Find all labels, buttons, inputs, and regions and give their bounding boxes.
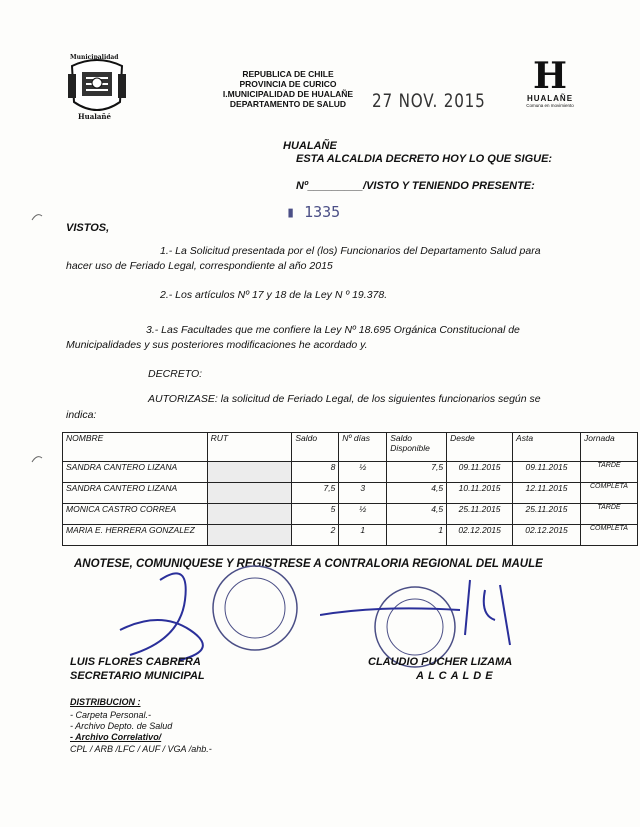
col-header-asta: Asta <box>513 433 581 462</box>
decreto-heading: DECRETO: <box>148 368 203 380</box>
cell-desde: 25.11.2015 <box>447 504 513 525</box>
col-header-dias: Nº días <box>339 433 387 462</box>
col-header-jornada: Jornada <box>580 433 637 462</box>
header-line: DEPARTAMENTO DE SALUD <box>229 99 347 109</box>
place-name: HUALAÑE <box>283 140 337 152</box>
cell-saldo: 7,5 <box>292 483 339 504</box>
distribucion-item: - Carpeta Personal.- <box>70 710 152 720</box>
cell-disponible: 4,5 <box>387 504 447 525</box>
vistos-heading: VISTOS, <box>66 222 110 234</box>
cell-disponible: 4,5 <box>387 483 447 504</box>
cell-nombre: MARIA E. HERRERA GONZALEZ <box>63 525 208 546</box>
secretary-signature-and-seal <box>100 560 300 670</box>
cell-dias: ½ <box>339 504 387 525</box>
cell-saldo: 5 <box>292 504 339 525</box>
cell-dias: 3 <box>339 483 387 504</box>
decree-heading: ESTA ALCALDIA DECRETO HOY LO QUE SIGUE: <box>296 153 553 165</box>
distribucion-item: - Archivo Depto. de Salud <box>70 721 173 731</box>
cell-nombre: SANDRA CANTERO LIZANA <box>63 483 208 504</box>
cell-desde: 10.11.2015 <box>447 483 513 504</box>
cell-disponible: 7,5 <box>387 462 447 483</box>
vistos-item-3-line-2: Municipalidades y sus posteriores modificaciones he acordado y. <box>66 339 368 351</box>
anotese-line: ANOTESE, COMUNIQUESE Y REGISTRESE A CONTRALORIA REGIONAL DEL MAULE <box>74 558 543 570</box>
feriado-table <box>62 432 638 546</box>
vistos-item-1-line-2: hacer uso de Feriado Legal, correspondiente al año 2015 <box>66 260 333 272</box>
cell-asta: 25.11.2015 <box>513 504 581 525</box>
cell-nombre: SANDRA CANTERO LIZANA <box>63 462 208 483</box>
vistos-item-3-line-1: 3.- Las Facultades que me confiere la Ley Nº 18.695 Orgánica Constitucional de <box>146 324 520 336</box>
col-header-nombre: NOMBRE <box>63 433 208 462</box>
col-header-desde: Desde <box>447 433 513 462</box>
cell-rut-redacted <box>207 504 292 525</box>
table-row <box>63 462 638 483</box>
cell-saldo: 2 <box>292 525 339 546</box>
secretary-name: LUIS FLORES CABRERA <box>70 656 201 668</box>
header-line: PROVINCIA DE CURICO <box>239 79 337 89</box>
vistos-item-2: 2.- Los artículos Nº 17 y 18 de la Ley N º 19.378. <box>160 289 388 301</box>
cell-desde: 09.11.2015 <box>447 462 513 483</box>
municipal-crest-logo <box>66 52 128 122</box>
table-row <box>63 483 638 504</box>
punch-mark-icon <box>30 210 44 224</box>
mayor-name: CLAUDIO PUCHER LIZAMA <box>368 656 513 668</box>
cell-asta: 02.12.2015 <box>513 525 581 546</box>
brand-mark: H <box>532 55 567 97</box>
brand-tagline: Comuna en movimiento <box>526 103 574 108</box>
cell-asta: 12.11.2015 <box>513 483 581 504</box>
cell-rut-redacted <box>207 483 292 504</box>
cell-jornada: COMPLETA <box>580 525 637 546</box>
header-line: I.MUNICIPALIDAD DE HUALAÑE <box>222 89 354 99</box>
cell-dias: 1 <box>339 525 387 546</box>
header-line: REPUBLICA DE CHILE <box>242 69 334 79</box>
col-header-rut: RUT <box>207 433 292 462</box>
cell-rut-redacted <box>207 525 292 546</box>
cell-disponible: 1 <box>387 525 447 546</box>
table-header-row <box>63 433 638 462</box>
decree-number-line: Nº_________/VISTO Y TENIENDO PRESENTE: <box>296 180 535 192</box>
cell-rut-redacted <box>207 462 292 483</box>
cell-jornada: COMPLETA <box>580 483 637 504</box>
autorizase-line-1: AUTORIZASE: la solicitud de Feriado Legal, de los siguientes funcionarios según se <box>148 393 541 405</box>
cell-desde: 02.12.2015 <box>447 525 513 546</box>
autorizase-line-2: indica: <box>66 409 97 421</box>
brand-name: HUALAÑE <box>526 94 574 103</box>
col-header-saldo-disponible: Saldo Disponible <box>387 433 447 462</box>
vistos-item-1-line-1: 1.- La Solicitud presentada por el (los) Funcionarios del Departamento Salud para <box>160 245 541 257</box>
cell-asta: 09.11.2015 <box>513 462 581 483</box>
distribucion-initials: CPL / ARB /LFC / AUF / VGA /ahb.- <box>70 744 212 754</box>
cell-jornada: TARDE <box>580 462 637 483</box>
col-header-saldo: Saldo <box>292 433 339 462</box>
hualane-brand-logo <box>520 55 580 108</box>
table-row <box>63 525 638 546</box>
cell-dias: ½ <box>339 462 387 483</box>
header-institution <box>218 69 358 109</box>
cell-saldo: 8 <box>292 462 339 483</box>
left-logo-top-text: Municipalidad <box>70 54 119 61</box>
secretary-role: SECRETARIO MUNICIPAL <box>70 670 205 682</box>
cell-nombre: MONICA CASTRO CORREA <box>63 504 208 525</box>
cell-jornada: TARDE <box>580 504 637 525</box>
distribucion-item: - Archivo Correlativo/ <box>70 732 162 742</box>
decree-number-stamp <box>286 203 340 221</box>
left-logo-bottom-text: Hualañé <box>78 112 111 121</box>
stamp-icon: ▮ <box>286 203 305 221</box>
decree-number-value: 1335 <box>304 203 341 221</box>
date-stamp: 27 NOV. 2015 <box>372 90 486 112</box>
mayor-role: ALCALDE <box>416 670 497 682</box>
distribucion-heading: DISTRIBUCION : <box>70 697 141 707</box>
punch-mark-icon <box>30 452 44 466</box>
table-row <box>63 504 638 525</box>
